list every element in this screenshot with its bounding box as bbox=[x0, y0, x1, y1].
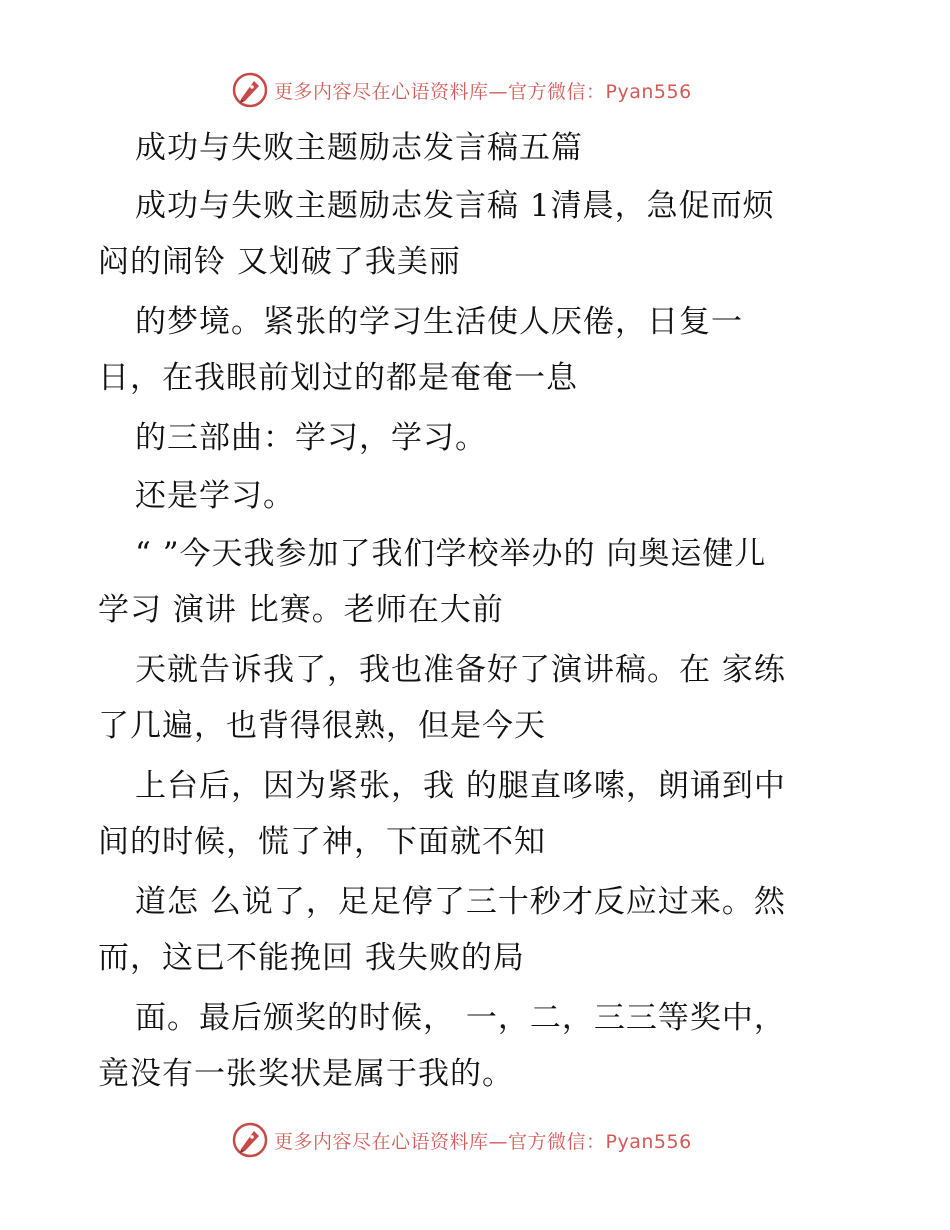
document-title: 成功与失败主题励志发言稿五篇 bbox=[135, 130, 583, 166]
text-line: 还是学习。 bbox=[135, 478, 295, 514]
text-line: 日，在我眼前划过的都是奄奄一息 bbox=[98, 360, 578, 396]
text-line: “ ”今天我参加了我们学校举办的 向奥运健儿 bbox=[135, 536, 767, 572]
text-line: 学习 演讲 比赛。老师在大前 bbox=[98, 592, 504, 628]
text-line: 闷的闹铃 又划破了我美丽 bbox=[98, 244, 461, 280]
text-line: 而，这已不能挽回 我失败的局 bbox=[98, 940, 525, 976]
watermark-text: 更多内容尽在心语资料库—官方微信：Pyan556 bbox=[274, 80, 692, 103]
text-line: 竟没有一张奖状是属于我的。 bbox=[98, 1056, 514, 1092]
text-line: 面。最后颁奖的时候， 一，二，三三等奖中， bbox=[135, 1000, 786, 1036]
text-line: 的梦境。紧张的学习生活使人厌倦，日复一 bbox=[135, 304, 743, 340]
text-line: 成功与失败主题励志发言稿 1清晨，急促而烦 bbox=[135, 188, 775, 224]
text-line: 间的时候，慌了神，下面就不知 bbox=[98, 824, 546, 860]
header-watermark bbox=[232, 70, 692, 110]
pen-nib-logo-icon bbox=[232, 1122, 268, 1158]
footer-watermark bbox=[232, 1120, 692, 1160]
watermark-text: 更多内容尽在心语资料库—官方微信：Pyan556 bbox=[274, 1130, 692, 1153]
text-line: 天就告诉我了，我也准备好了演讲稿。在 家练 bbox=[135, 652, 786, 688]
pen-nib-logo-icon bbox=[232, 72, 268, 108]
text-line: 了几遍，也背得很熟，但是今天 bbox=[98, 708, 546, 744]
text-line: 上台后，因为紧张，我 的腿直哆嗦，朗诵到中 bbox=[135, 768, 786, 804]
text-line: 的三部曲：学习，学习。 bbox=[135, 420, 487, 456]
text-line: 道怎 么说了，足足停了三十秒才反应过来。然 bbox=[135, 884, 786, 920]
